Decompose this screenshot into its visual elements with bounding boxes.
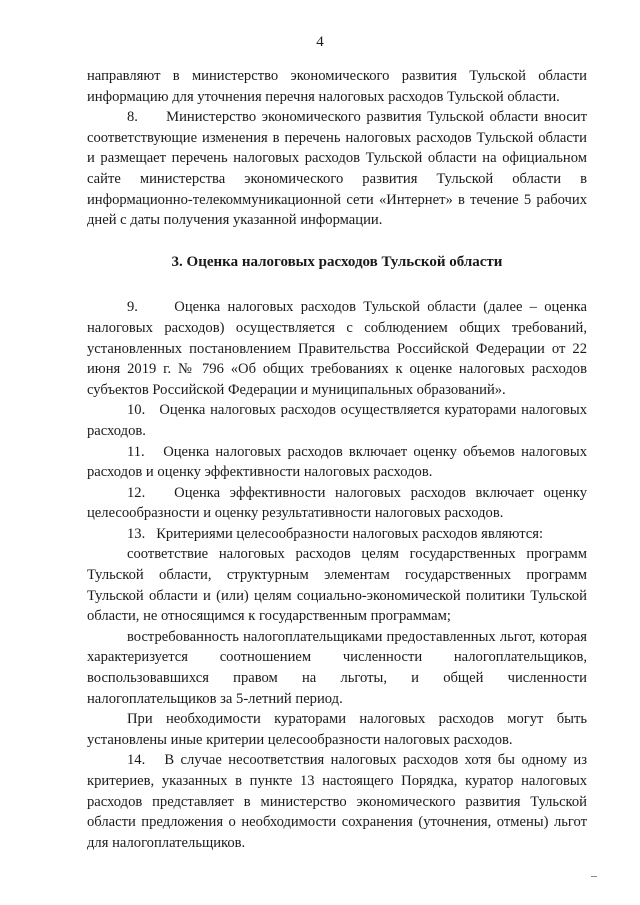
paragraph-13-criterion-2: востребованность налогоплательщиками предоставленных льгот, которая характеризуется соотношением численности налогоплательщиков, воспользовавшихся правом на льготы, и общей численности налогоплательщиков за 5-летний период. xyxy=(87,628,587,707)
scan-mark xyxy=(591,876,597,877)
paragraph-13-note: При необходимости кураторами налоговых расходов могут быть установлены иные критерии целесообразности налоговых расходов. xyxy=(87,711,587,748)
document-body xyxy=(87,66,587,853)
section-heading: 3. Оценка налоговых расходов Тульской области xyxy=(171,253,503,270)
paragraph-11: 11. Оценка налоговых расходов включает оценку объемов налоговых расходов и оценку эффективности налоговых расходов. xyxy=(87,443,587,481)
paragraph-continuation: направляют в министерство экономического развития Тульской области информацию для уточнения перечня налоговых расходов Тульской области. xyxy=(87,68,587,105)
page-number: 4 xyxy=(316,34,324,50)
paragraph-14: 14. В случае несоответствия налоговых расходов хотя бы одному из критериев, указанных в пункте 13 настоящего Порядка, куратор налоговых расходов представляет в министерство экономического развития Тульской области предложения о необходимости сохранения (уточнения, отмены) льгот для налогоплательщиков. xyxy=(87,752,587,851)
paragraph-13: 13. Критериями целесообразности налоговых расходов являются: xyxy=(127,525,544,542)
paragraph-8: 8. Министерство экономического развития Тульской области вносит соответствующие изменения в перечень налоговых расходов Тульской области и размещает перечень налоговых расходов Тульской области на официальном сайте министерства экономического развития Тульской области в информационно-телекоммуникационной сети «Интернет» в течение 5 рабочих дней с даты получения указанной информации. xyxy=(87,109,587,229)
paragraph-9: 9. Оценка налоговых расходов Тульской области (далее – оценка налоговых расходов) осуществляется с соблюдением общих требований, установленных постановлением Правительства Российской Федерации от 22 июня 2019 г. № 796 «Об общих требованиях к оценке налоговых расходов субъектов Российской Федерации и муниципальных образований». xyxy=(87,299,587,398)
paragraph-10: 10. Оценка налоговых расходов осуществляется кураторами налоговых расходов. xyxy=(87,402,587,439)
paragraph-13-criterion-1: соответствие налоговых расходов целям государственных программ Тульской области, структурным элементам государственных программ Тульской области и (или) целям социально-экономической политики Тульской области, не относящимся к государственным программам; xyxy=(87,546,587,625)
paragraph-12: 12. Оценка эффективности налоговых расходов включает оценку целесообразности и оценку результативности налоговых расходов. xyxy=(87,484,587,522)
